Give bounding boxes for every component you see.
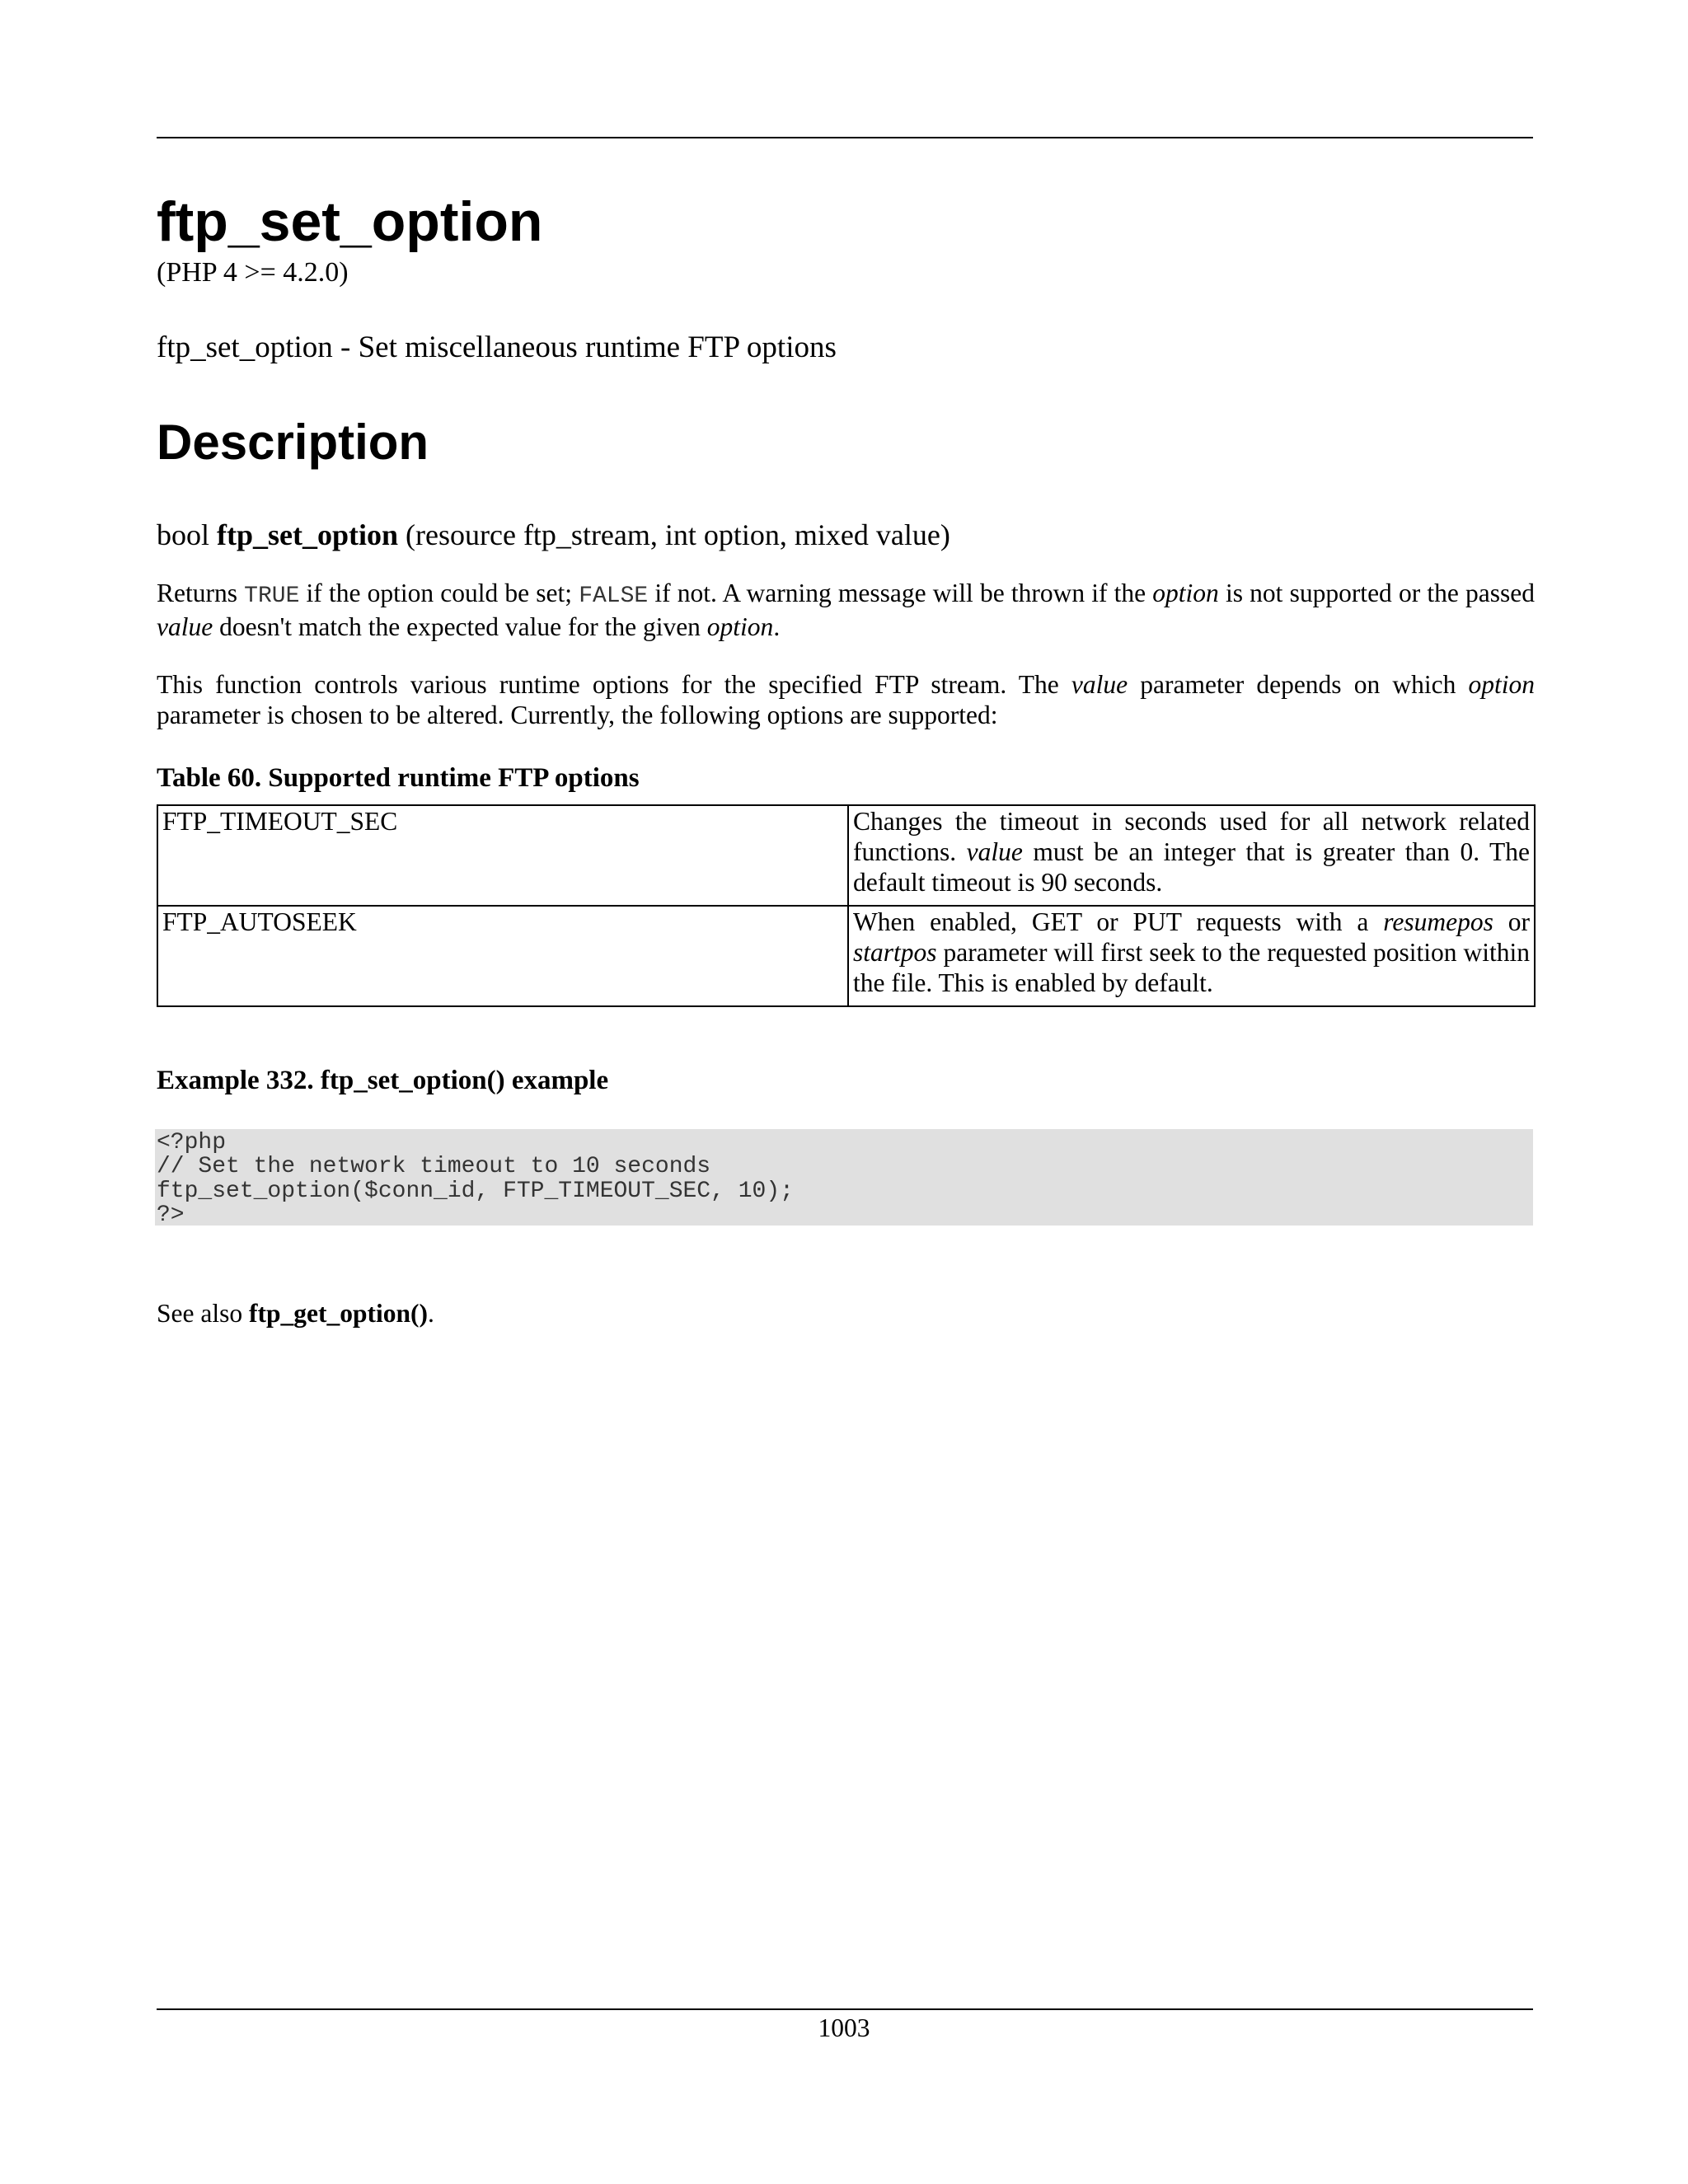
text: Changes the timeout in seconds used for all network related functions. (853, 807, 1530, 867)
param-option: option (706, 612, 774, 641)
param-option: option (1468, 669, 1535, 699)
text: must be an integer that is greater than 0. The default timeout is 90 seconds. (853, 837, 1530, 898)
ref-purpose: ftp_set_option - Set miscellaneous runtime FTP options (157, 330, 837, 365)
php-version: (PHP 4 >= 4.2.0) (157, 257, 349, 288)
text: . (773, 612, 781, 641)
code-example: <?php // Set the network timeout to 10 seconds ftp_set_option($conn_id, FTP_TIMEOUT_SEC, 10); ?> (155, 1129, 1533, 1226)
footer-rule (157, 2008, 1533, 2010)
option-description-cell (848, 906, 1535, 1006)
param-resumepos: resumepos (1383, 907, 1493, 937)
text: Returns (157, 578, 245, 607)
text: When enabled, GET or PUT requests with a (853, 907, 1384, 937)
text: parameter will first seek to the requested position within the file. This is enabled by default. (853, 938, 1530, 998)
text: if not. A warning message will be thrown if the (648, 578, 1153, 607)
table-row (157, 805, 1535, 906)
example-title: Example 332. ftp_set_option() example (157, 1066, 609, 1096)
true-constant: TRUE (244, 583, 300, 609)
option-description-cell (848, 805, 1535, 906)
text: doesn't match the expected value for the given (213, 612, 707, 641)
header-rule (157, 137, 1533, 138)
text: if the option could be set; (299, 578, 579, 607)
param-value: value (966, 837, 1023, 867)
see-also (157, 1298, 1535, 1329)
param-value: value (1071, 669, 1128, 699)
text: is not supported or the passed (1218, 578, 1535, 607)
page-number: 1003 (818, 2013, 870, 2042)
param-value: value (157, 612, 213, 641)
synopsis-params: (resource ftp_stream, int option, mixed value) (406, 518, 950, 552)
text: parameter depends on which (1128, 669, 1469, 699)
false-constant: FALSE (579, 583, 649, 609)
table-title: Table 60. Supported runtime FTP options (157, 762, 640, 793)
description-heading: Description (157, 415, 429, 471)
param-startpos: startpos (853, 938, 937, 968)
synopsis-return-type: bool (157, 518, 210, 552)
page-content (157, 185, 1535, 1329)
table-row (157, 906, 1535, 1006)
description-paragraph (157, 669, 1535, 730)
page-title: ftp_set_option (157, 190, 543, 253)
text: or (1493, 907, 1530, 937)
text: parameter is chosen to be altered. Currently, the following options are supported: (157, 700, 998, 729)
return-value-paragraph (157, 578, 1535, 642)
option-name-cell: FTP_TIMEOUT_SEC (157, 805, 848, 906)
param-option: option (1152, 578, 1219, 607)
synopsis-function-name: ftp_set_option (217, 518, 399, 552)
text: See also (157, 1298, 249, 1328)
function-synopsis (157, 518, 1535, 553)
see-also-link[interactable]: ftp_get_option() (248, 1298, 428, 1328)
text: . (427, 1298, 434, 1328)
text: This function controls various runtime options for the specified FTP stream. The (157, 669, 1071, 699)
option-name-cell: FTP_AUTOSEEK (157, 906, 848, 1006)
options-table (157, 804, 1536, 1007)
